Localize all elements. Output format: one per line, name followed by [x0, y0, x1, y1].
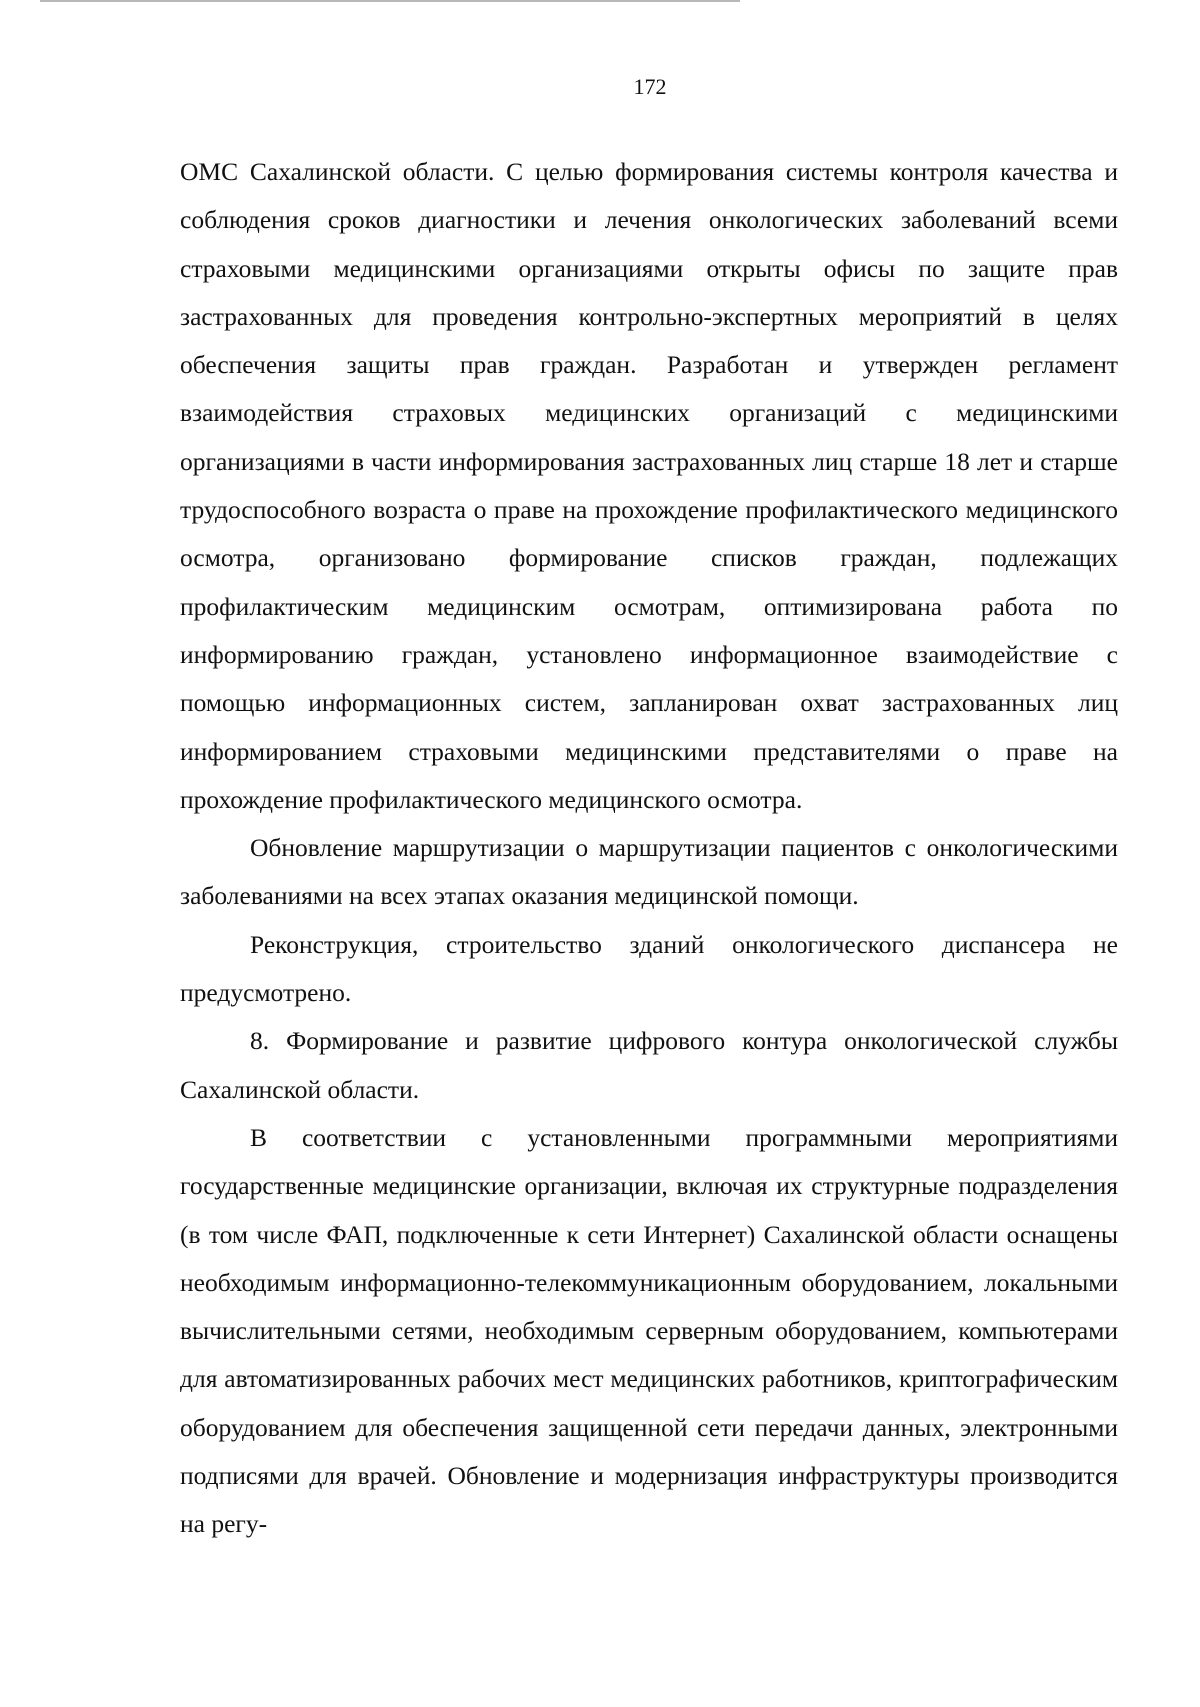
paragraph-equipment: В соответствии с установленными программными мероприятиями государственные медицинские организации, включая их структурные подразделения (в том числе ФАП, подключенные к сети Интернет) Сахалинской области оснащены необходимым информационно-телекоммуникационным оборудованием, локальными вычислительными сетями, необходимым серверным оборудованием, компьютерами для автоматизированных рабочих мест медицинских работников, криптографическим оборудованием для обеспечения защищенной сети передачи данных, электронными подписями для врачей. Обновление и модернизация инфраструктуры производится на регу-: [180, 1122, 1118, 1539]
paragraph-reconstruction: Реконструкция, строительство зданий онкологического диспансера не предусмотрено.: [180, 929, 1118, 1008]
paragraph-routing-update: Обновление маршрутизации о маршрутизации пациентов с онкологическими заболеваниями на всех этапах оказания медицинской помощи.: [180, 833, 1118, 911]
page-number: 172: [633, 74, 667, 99]
scan-top-edge: [40, 0, 740, 2]
paragraph-oms-quality-control: ОМС Сахалинской области. С целью формирования системы контроля качества и соблюдения сроков диагностики и лечения онкологических заболеваний всеми страховыми медицинскими организациями открыты офисы по защите прав застрахованных для проведения контрольно-экспертных мероприятий в целях обеспечения защиты прав граждан. Разработан и утвержден регламент взаимодействия страховых медицинских организаций с медицинскими организациями в части информирования застрахованных лиц старше 18 лет и старше трудоспособного возраста о праве на прохождение профилактического медицинского осмотра, организовано формирование списков граждан, подлежащих профилактическим медицинским осмотрам, оптимизирована работа по информированию граждан, установлено информационное взаимодействие с помощью информационных систем, запланирован охват застрахованных лиц информированием страховыми медицинскими представителями о праве на прохождение профилактического медицинского осмотра.: [180, 157, 1118, 814]
body-text: [180, 148, 1118, 1549]
section-heading-digital-contour: 8. Формирование и развитие цифрового контура онкологической службы Сахалинской области.: [180, 1026, 1118, 1104]
